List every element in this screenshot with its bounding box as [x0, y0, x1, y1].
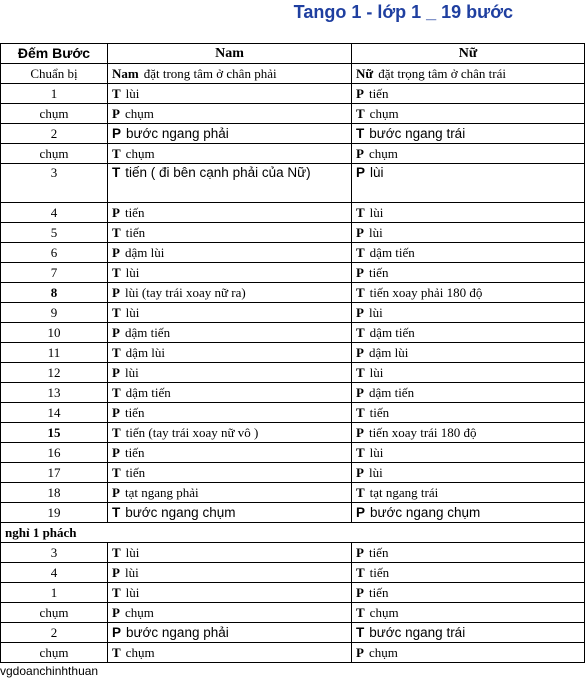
step-count: 17 [1, 463, 108, 483]
nam-step [108, 124, 352, 144]
nam-step [108, 203, 352, 223]
step-text: bước ngang trái [369, 625, 466, 640]
table-row [1, 124, 585, 144]
nu-step [352, 543, 585, 563]
side-key: T [112, 165, 121, 180]
nu-step [352, 583, 585, 603]
nu-step [352, 503, 585, 523]
side-key: Nam [112, 66, 139, 81]
side-key: P [356, 305, 364, 320]
side-key: P [356, 86, 364, 101]
nam-step [108, 443, 352, 463]
side-key: P [356, 465, 364, 480]
table-row [1, 243, 585, 263]
side-key: T [356, 245, 365, 260]
nu-step [352, 443, 585, 463]
nam-step [108, 263, 352, 283]
nam-step [108, 563, 352, 583]
steps-body [1, 64, 585, 523]
step-count: 7 [1, 263, 108, 283]
side-key: T [112, 385, 121, 400]
step-text: lùi [125, 86, 140, 101]
table-row [1, 84, 585, 104]
step-text: tiến [124, 445, 145, 460]
step-text: lùi [125, 305, 140, 320]
nu-step [352, 263, 585, 283]
step-text: dậm tiến [369, 245, 415, 260]
step-text: lùi [369, 365, 384, 380]
table-header-row [1, 44, 585, 64]
side-key: T [112, 645, 121, 660]
table-row [1, 263, 585, 283]
step-text: tiến xoay phải 180 độ [369, 285, 483, 300]
side-key: T [356, 445, 365, 460]
nam-step [108, 643, 352, 663]
nu-step [352, 164, 585, 203]
side-key: P [356, 265, 364, 280]
side-key: P [356, 225, 364, 240]
nu-step [352, 243, 585, 263]
step-count: 15 [1, 423, 108, 443]
nam-step [108, 164, 352, 203]
table-row [1, 164, 585, 203]
table-row [1, 303, 585, 323]
step-text: bước ngang trái [369, 126, 466, 141]
table-row [1, 623, 585, 643]
nam-step [108, 64, 352, 84]
step-text: dậm tiến [125, 385, 171, 400]
nu-step [352, 643, 585, 663]
nam-step [108, 483, 352, 503]
step-count: 18 [1, 483, 108, 503]
side-key: P [112, 205, 120, 220]
side-key: T [356, 126, 365, 141]
step-text: lùi [370, 165, 384, 180]
step-text: bước ngang phải [126, 625, 229, 640]
nu-step [352, 363, 585, 383]
side-key: P [356, 505, 366, 520]
step-count: Chuẩn bị [1, 64, 108, 84]
side-key: T [356, 625, 365, 640]
nam-step [108, 303, 352, 323]
side-key: T [356, 405, 365, 420]
nu-step [352, 423, 585, 443]
side-key: T [112, 505, 121, 520]
step-count: chụm [1, 603, 108, 623]
nu-step [352, 563, 585, 583]
table-row [1, 463, 585, 483]
nu-step [352, 403, 585, 423]
nam-step [108, 423, 352, 443]
table-row [1, 203, 585, 223]
step-count: 8 [1, 283, 108, 303]
step-count: 14 [1, 403, 108, 423]
side-key: P [356, 385, 364, 400]
nam-step [108, 603, 352, 623]
step-text: chụm [369, 605, 399, 620]
nam-step [108, 283, 352, 303]
table-row [1, 443, 585, 463]
step-count: 16 [1, 443, 108, 463]
nu-step [352, 463, 585, 483]
step-text: tạt ngang phải [124, 485, 199, 500]
side-key: T [112, 225, 121, 240]
side-key: P [356, 545, 364, 560]
footer-credit: vgdoanchinhthuan [0, 664, 99, 678]
step-text: lùi [368, 305, 383, 320]
step-text: tiến [368, 265, 389, 280]
side-key: P [112, 106, 120, 121]
step-text: dậm lùi [124, 245, 165, 260]
side-key: T [356, 565, 365, 580]
side-key: T [112, 305, 121, 320]
table-row [1, 363, 585, 383]
step-text: bước ngang phải [126, 126, 229, 141]
nam-step [108, 343, 352, 363]
step-text: lùi [368, 225, 383, 240]
step-count: 3 [1, 164, 108, 203]
step-text: dậm tiến [124, 325, 171, 340]
side-key: P [112, 485, 120, 500]
side-key: T [356, 605, 365, 620]
step-count: 12 [1, 363, 108, 383]
step-text: tiến [124, 405, 145, 420]
step-count: 4 [1, 203, 108, 223]
table-row [1, 223, 585, 243]
step-count: chụm [1, 144, 108, 164]
side-key: P [356, 165, 366, 180]
table-row [1, 583, 585, 603]
step-count: 1 [1, 84, 108, 104]
side-key: P [112, 126, 122, 141]
step-count: chụm [1, 104, 108, 124]
table-row [1, 503, 585, 523]
step-text: chụm [125, 146, 155, 161]
step-text: đặt trong tâm ở chân phải [143, 66, 277, 81]
nam-step [108, 363, 352, 383]
nu-step [352, 343, 585, 363]
step-text: tiến [369, 405, 390, 420]
side-key: T [112, 465, 121, 480]
step-text: chụm [368, 146, 398, 161]
step-text: tạt ngang trái [369, 485, 439, 500]
step-count: 13 [1, 383, 108, 403]
side-key: P [112, 245, 120, 260]
side-key: T [112, 265, 121, 280]
step-text: lùi [368, 465, 383, 480]
nu-step [352, 64, 585, 84]
step-text: dậm tiến [369, 325, 415, 340]
nam-step [108, 323, 352, 343]
side-key: T [112, 146, 121, 161]
nam-step [108, 583, 352, 603]
step-count: 1 [1, 583, 108, 603]
section-row [1, 523, 585, 543]
nam-step [108, 623, 352, 643]
step-text: tiến [369, 565, 390, 580]
step-text: chụm [125, 645, 155, 660]
side-key: P [356, 645, 364, 660]
nam-step [108, 144, 352, 164]
header-count: Đếm Bước [1, 44, 108, 64]
nu-step [352, 483, 585, 503]
nu-step [352, 84, 585, 104]
step-count: 4 [1, 563, 108, 583]
step-text: lùi [369, 205, 384, 220]
side-key: T [356, 365, 365, 380]
step-text: tiến [368, 86, 389, 101]
nam-step [108, 403, 352, 423]
step-text: dậm lùi [368, 345, 409, 360]
side-key: P [112, 445, 120, 460]
nam-step [108, 223, 352, 243]
table-row [1, 423, 585, 443]
nu-step [352, 144, 585, 164]
step-text: tiến (tay trái xoay nữ vô ) [125, 425, 259, 440]
nu-step [352, 323, 585, 343]
step-text: dậm lùi [125, 345, 166, 360]
nam-step [108, 84, 352, 104]
page-title: Tango 1 - lớp 1 _ 19 bước [293, 2, 513, 22]
side-key: P [112, 565, 120, 580]
nu-step [352, 203, 585, 223]
step-count: 6 [1, 243, 108, 263]
step-count: 5 [1, 223, 108, 243]
step-text: tiến [125, 465, 146, 480]
step-text: bước ngang chụm [125, 505, 236, 520]
step-text: chụm [124, 106, 154, 121]
table-row [1, 104, 585, 124]
table-row [1, 383, 585, 403]
step-text: tiến [368, 545, 389, 560]
side-key: T [356, 106, 365, 121]
step-text: lùi [125, 585, 140, 600]
step-count: 2 [1, 124, 108, 144]
nu-step [352, 603, 585, 623]
steps-body-2 [1, 543, 585, 663]
side-key: P [112, 625, 122, 640]
step-text: đặt trọng tâm ở chân trái [378, 66, 507, 81]
step-count: 19 [1, 503, 108, 523]
side-key: P [356, 345, 364, 360]
nam-step [108, 463, 352, 483]
step-text: chụm [369, 106, 399, 121]
nam-step [108, 383, 352, 403]
step-count: 2 [1, 623, 108, 643]
step-text: dậm tiến [368, 385, 415, 400]
nu-step [352, 223, 585, 243]
table-row [1, 144, 585, 164]
step-text: tiến [125, 225, 146, 240]
side-key: T [112, 345, 121, 360]
nu-step [352, 283, 585, 303]
side-key: P [112, 285, 120, 300]
side-key: T [112, 585, 121, 600]
section-label: nghỉ 1 phách [1, 523, 585, 543]
nam-step [108, 104, 352, 124]
nu-step [352, 383, 585, 403]
step-text: lùi [124, 365, 139, 380]
nu-step [352, 124, 585, 144]
step-text: tiến ( đi bên cạnh phải của Nữ) [125, 165, 311, 180]
nu-step [352, 303, 585, 323]
side-key: T [356, 325, 365, 340]
side-key: P [112, 325, 120, 340]
step-text: chụm [124, 605, 154, 620]
nam-step [108, 503, 352, 523]
side-key: T [112, 86, 121, 101]
nu-step [352, 623, 585, 643]
step-count: 11 [1, 343, 108, 363]
side-key: T [112, 425, 121, 440]
step-count: 9 [1, 303, 108, 323]
table-row [1, 343, 585, 363]
side-key: P [356, 146, 364, 161]
table-row [1, 283, 585, 303]
step-text: lùi [125, 265, 140, 280]
step-count: 3 [1, 543, 108, 563]
header-nu: Nữ [352, 44, 585, 64]
step-text: lùi [125, 545, 140, 560]
step-text: tiến [368, 585, 389, 600]
step-count: chụm [1, 643, 108, 663]
side-key: P [356, 425, 364, 440]
side-key: T [112, 545, 121, 560]
step-text: lùi [369, 445, 384, 460]
side-key: T [356, 285, 365, 300]
table-row [1, 323, 585, 343]
step-count: 10 [1, 323, 108, 343]
table-row [1, 543, 585, 563]
side-key: P [112, 605, 120, 620]
nu-step [352, 104, 585, 124]
side-key: P [112, 405, 120, 420]
step-text: lùi [124, 565, 139, 580]
step-text: bước ngang chụm [370, 505, 481, 520]
step-text: chụm [368, 645, 398, 660]
table-row [1, 483, 585, 503]
steps-table [0, 43, 585, 663]
step-text: tiến xoay trái 180 độ [368, 425, 477, 440]
step-text: lùi (tay trái xoay nữ ra) [124, 285, 246, 300]
side-key: T [356, 205, 365, 220]
table-row [1, 563, 585, 583]
side-key: Nữ [356, 66, 374, 81]
nam-step [108, 243, 352, 263]
header-nam: Nam [108, 44, 352, 64]
table-row [1, 643, 585, 663]
step-text: tiến [124, 205, 145, 220]
table-row [1, 603, 585, 623]
table-row [1, 64, 585, 84]
table-row [1, 403, 585, 423]
nam-step [108, 543, 352, 563]
side-key: T [356, 485, 365, 500]
side-key: P [112, 365, 120, 380]
side-key: P [356, 585, 364, 600]
